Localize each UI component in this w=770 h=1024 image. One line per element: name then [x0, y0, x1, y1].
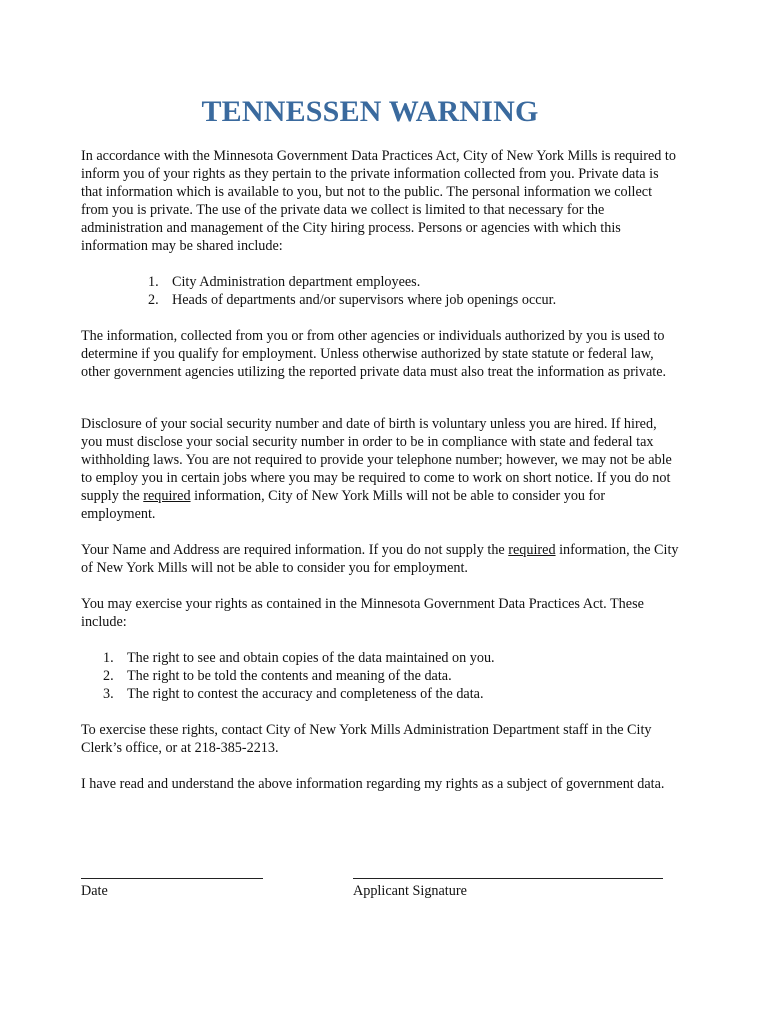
disclosure-paragraph	[81, 415, 681, 523]
acknowledgement-paragraph: I have read and understand the above information regarding my rights as a subject of government data.	[81, 776, 665, 792]
contact-paragraph: To exercise these rights, contact City of New York Mills Administration Department staff in the City Clerk’s office, or at 218-385-2213.	[81, 722, 652, 756]
list-item-text: The right to be told the contents and meaning of the data.	[127, 668, 452, 684]
date-line[interactable]	[81, 878, 263, 879]
list-item-number: 2.	[103, 668, 114, 684]
list-item-number: 2.	[148, 292, 159, 308]
disclosure-text-after: information, City of New York Mills will not be able to consider you for employment.	[81, 488, 606, 522]
list-item	[148, 273, 668, 291]
list-item-number: 3.	[103, 686, 114, 702]
list-item-text: Heads of departments and/or supervisors where job openings occur.	[172, 292, 557, 308]
list-item-text: City Administration department employees.	[172, 274, 421, 290]
list-item	[103, 667, 663, 685]
name-address-paragraph	[81, 541, 681, 577]
name-text-after: information, the City of New York Mills will not be able to consider you for employment.	[81, 542, 679, 576]
list-item-text: The right to see and obtain copies of the data maintained on you.	[127, 650, 495, 666]
list-item-number: 1.	[103, 650, 114, 666]
rights-intro-paragraph: You may exercise your rights as contained in the Minnesota Government Data Practices Act. These include:	[81, 596, 644, 630]
required-underlined: required	[143, 488, 191, 504]
required-underlined: required	[508, 542, 556, 558]
list-item-text: The right to contest the accuracy and completeness of the data.	[127, 686, 484, 702]
list-item	[103, 649, 663, 667]
date-label: Date	[81, 883, 108, 899]
list-item	[103, 685, 663, 703]
intro-paragraph: In accordance with the Minnesota Government Data Practices Act, City of New York Mills is required to inform you of your rights as they pertain to the private information collected from you. Private data is that information which is available to you, but not to the public. The personal information we collect from you is private. The use of the private data we collect is limited to that necessary for the administration and management of the City hiring process. Persons or agencies with which this information may be shared include:	[81, 148, 676, 254]
signature-line[interactable]	[353, 878, 663, 879]
shared-with-list	[148, 273, 668, 309]
list-item-number: 1.	[148, 274, 159, 290]
name-text-before: Your Name and Address are required information. If you do not supply the	[81, 542, 509, 558]
signature-label: Applicant Signature	[353, 883, 467, 899]
disclosure-text-before: Disclosure of your social security number and date of birth is voluntary unless you are hired. If hired, you must disclose your social security number in order to be in compliance with state and federal tax withholding laws. You are not required to provide your telephone number; however, we may not be able to employ you in certain jobs where you may be required to come to work on short notice. If you do not supply the	[81, 416, 672, 504]
info-use-paragraph: The information, collected from you or from other agencies or individuals authorized by you is used to determine if you qualify for employment. Unless otherwise authorized by state statute or federal law, other government agencies utilizing the reported private data must also treat the information as private.	[81, 328, 667, 380]
list-item	[148, 291, 668, 309]
document-title: TENNESSEN WARNING	[201, 95, 539, 128]
rights-list	[103, 649, 663, 703]
